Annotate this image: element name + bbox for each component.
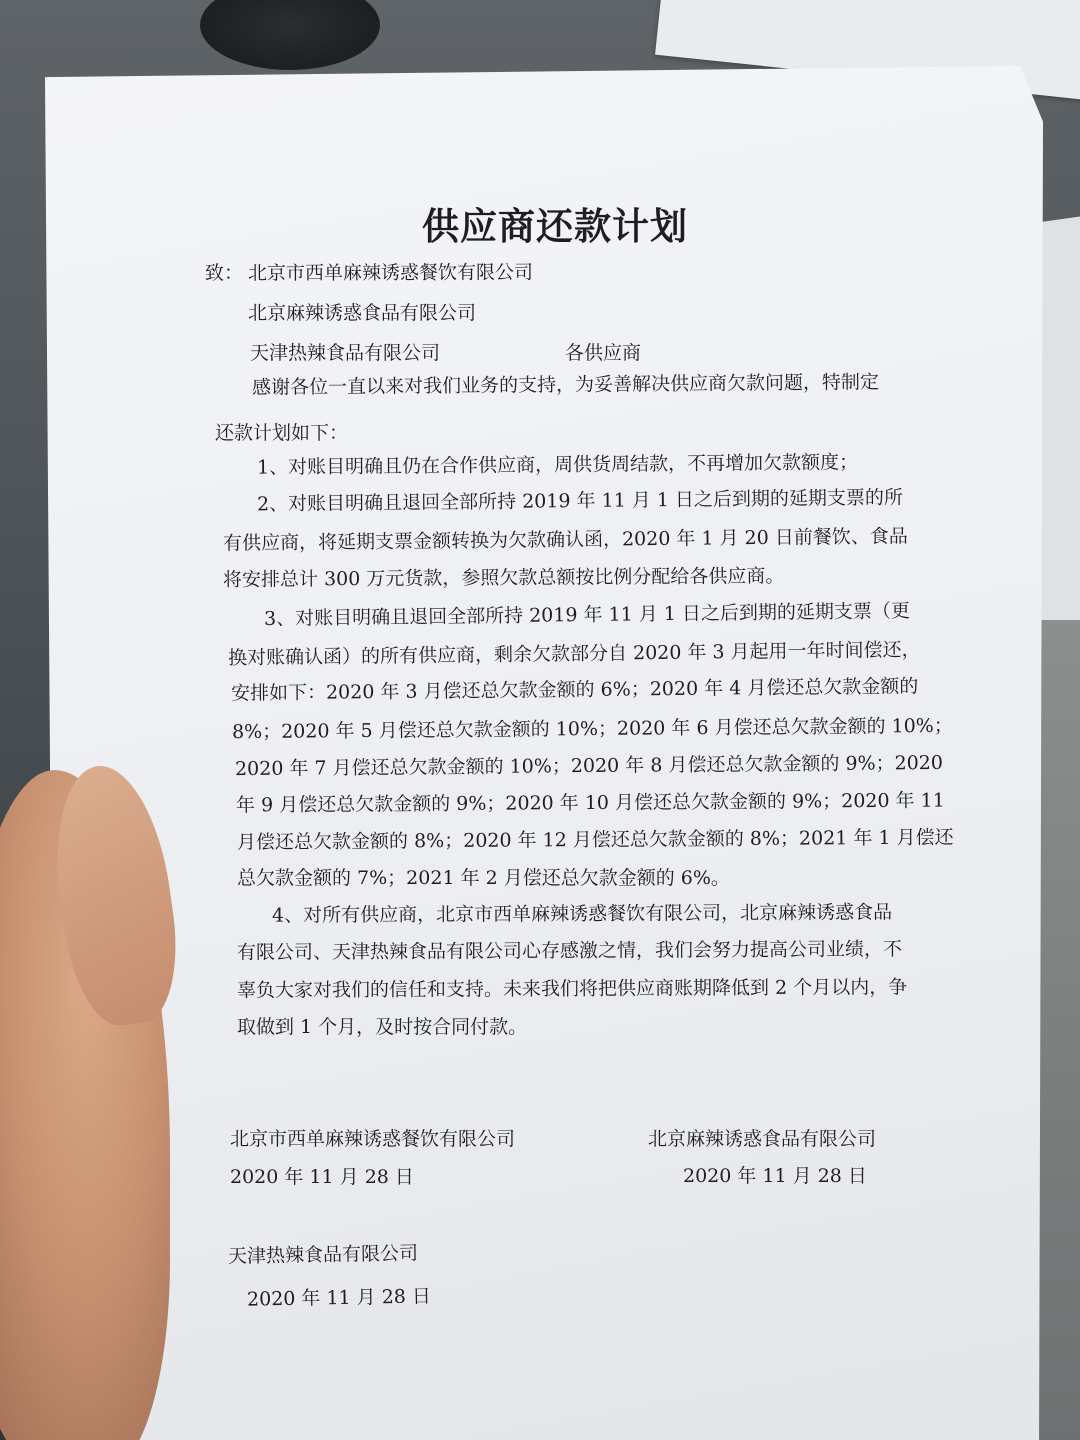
- body-line: 取做到 1 个月，及时按合同付款。: [237, 1016, 528, 1038]
- body-line: 年 9 月偿还总欠款金额的 9%；2020 年 10 月偿还总欠款金额的 9%；2020 年 11: [235, 789, 945, 817]
- recipient-company-1: 北京市西单麻辣诱惑餐饮有限公司: [247, 261, 534, 285]
- body-line: 1、对账目明确且仍在合作供应商，周供货周结款，不再增加欠款额度；: [256, 451, 859, 479]
- body-line: 安排如下：2020 年 3 月偿还总欠款金额的 6%；2020 年 4 月偿还总欠款金额的: [230, 675, 919, 705]
- signature-company: 北京市西单麻辣诱惑餐饮有限公司: [230, 1128, 516, 1150]
- body-line: 2、对账目明确且退回全部所持 2019 年 11 月 1 日之后到期的延期支票的所: [256, 486, 904, 516]
- document-title: 供应商还款计划: [422, 205, 688, 248]
- recipient-company-2: 北京麻辣诱惑食品有限公司: [248, 302, 477, 324]
- body-line: 4、对所有供应商，北京市西单麻辣诱惑餐饮有限公司，北京麻辣诱惑食品: [271, 901, 893, 927]
- signature-company: 天津热辣食品有限公司: [227, 1242, 419, 1268]
- body-line: 感谢各位一直以来对我们业务的支持，为妥善解决供应商欠款问题，特制定: [251, 371, 880, 399]
- signature-company: 北京麻辣诱惑食品有限公司: [648, 1128, 877, 1150]
- body-line: 有供应商，将延期支票金额转换为欠款确认函，2020 年 1 月 20 日前餐饮、食品: [222, 525, 908, 555]
- body-line: 月偿还总欠款金额的 8%；2020 年 12 月偿还总欠款金额的 8%；2021 年 1 月偿还: [236, 826, 954, 854]
- signature-date: 2020 年 11 月 28 日: [246, 1285, 432, 1311]
- body-line: 还款计划如下：: [215, 422, 349, 444]
- signature-date: 2020 年 11 月 28 日: [683, 1165, 867, 1187]
- recipient-prefix: 致：: [205, 262, 244, 284]
- body-line: 有限公司、天津热辣食品有限公司心存感激之情，我们会努力提高公司业绩，不: [236, 938, 903, 964]
- body-line: 辜负大家对我们的信任和支持。未来我们将把供应商账期降低到 2 个月以内，争: [236, 976, 908, 1002]
- body-line: 2020 年 7 月偿还总欠款金额的 10%；2020 年 8 月偿还总欠款金额的 9%；2020: [234, 751, 944, 781]
- body-line: 总欠款金额的 7%；2021 年 2 月偿还总欠款金额的 6%。: [237, 867, 730, 889]
- body-line: 将安排总计 300 万元货款，参照欠款总额按比例分配给各供应商。: [222, 565, 785, 591]
- body-line: 8%；2020 年 5 月偿还总欠款金额的 10%；2020 年 6 月偿还总欠款金额的 10%；: [231, 714, 953, 744]
- recipient-company-3: 天津热辣食品有限公司: [250, 342, 441, 364]
- body-line: 换对账确认函）的所有供应商，剩余欠款部分自 2020 年 3 月起用一年时间偿还，: [227, 638, 921, 670]
- signature-date: 2020 年 11 月 28 日: [230, 1166, 414, 1188]
- body-line: 3、对账目明确且退回全部所持 2019 年 11 月 1 日之后到期的延期支票（更: [263, 600, 911, 630]
- recipient-all-suppliers: 各供应商: [565, 342, 642, 364]
